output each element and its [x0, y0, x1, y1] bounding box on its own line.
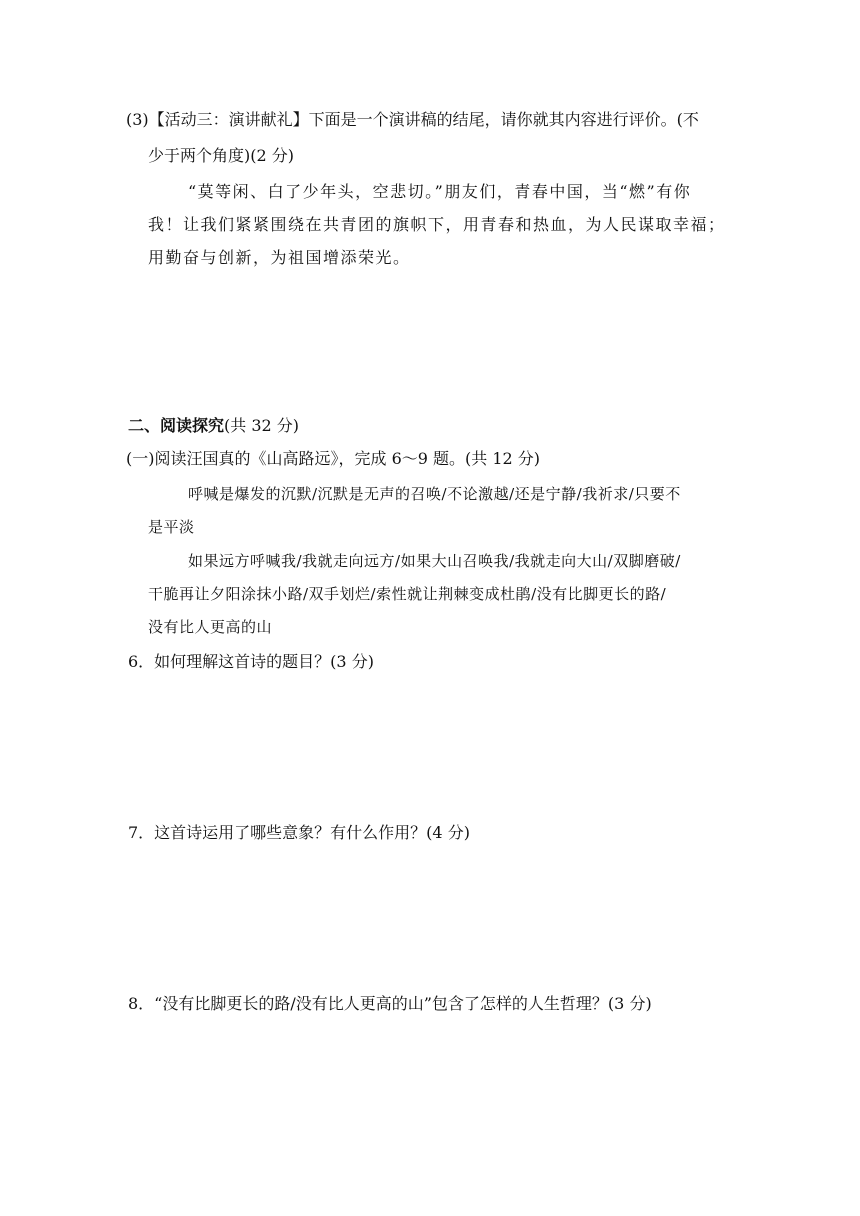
section-heading-title: 二、阅读探究 — [128, 416, 225, 435]
question-7: 7．这首诗运用了哪些意象？有什么作用？(4 分) — [128, 823, 470, 842]
question-3-line-2: 少于两个角度)(2 分) — [148, 146, 294, 165]
poem-line-1: 呼喊是爆发的沉默/沉默是无声的召唤/不论激越/还是宁静/我祈求/只要不 — [188, 485, 681, 503]
poem-line-5: 没有比人更高的山 — [148, 618, 273, 636]
poem-line-3: 如果远方呼喊我/我就走向远方/如果大山召唤我/我就走向大山/双脚磨破/ — [188, 552, 681, 570]
poem-line-2: 是平淡 — [148, 518, 195, 536]
poem-line-4: 干脆再让夕阳涂抹小路/双手划烂/索性就让荆棘变成杜鹃/没有比脚更长的路/ — [148, 585, 667, 603]
speech-line-2: 我！让我们紧紧围绕在共青团的旗帜下，用青春和热血，为人民谋取幸福； — [148, 215, 726, 234]
speech-line-1: “莫等闲、白了少年头，空悲切。”朋友们，青春中国，当“燃”有你 — [188, 182, 692, 201]
section-heading — [128, 416, 299, 436]
question-8: 8．“没有比脚更长的路/没有比人更高的山”包含了怎样的人生哲理？(3 分) — [128, 994, 652, 1013]
question-3-line-1: (3)【活动三：演讲献礼】下面是一个演讲稿的结尾，请你就其内容进行评价。(不 — [126, 110, 699, 129]
question-6: 6．如何理解这首诗的题目？(3 分) — [128, 652, 374, 671]
section-heading-points: (共 32 分) — [224, 416, 300, 435]
speech-line-3: 用勤奋与创新，为祖国增添荣光。 — [148, 248, 411, 267]
reading-intro: (一)阅读汪国真的《山高路远》，完成 6～9 题。(共 12 分) — [126, 449, 541, 468]
